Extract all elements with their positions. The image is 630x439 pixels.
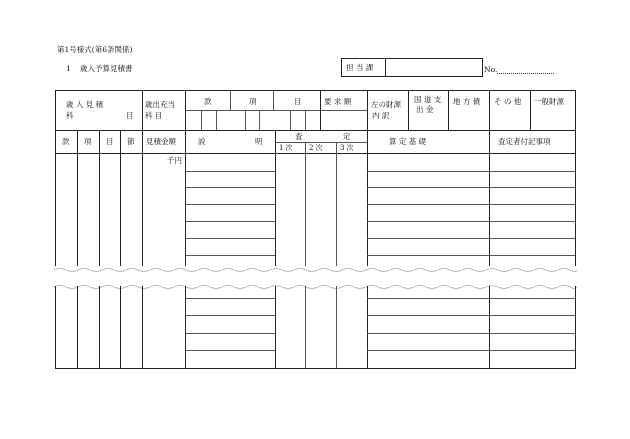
detail-moku-label: 目 — [106, 137, 114, 146]
mitsumori-kingaku-label: 見積金額 — [146, 137, 176, 146]
detail-ko-label: 項 — [84, 137, 92, 146]
kan-label: 款 — [204, 97, 212, 106]
chihousai-label: 地 方 債 — [453, 97, 481, 106]
tanto-label: 担 当 課 — [346, 63, 374, 72]
form-title-number: 1 — [66, 64, 71, 73]
sainyu-mitsumori-label: 歳 入 見 積 — [66, 100, 104, 109]
sanji-label: 3 次 — [340, 144, 354, 152]
detail-kan-label: 款 — [62, 137, 70, 146]
ichiji-label: 1 次 — [279, 144, 293, 152]
moku-label: 目 — [126, 111, 134, 120]
saishutsu-kamoku-label: 科 目 — [145, 111, 163, 120]
satei-label-2: 定 — [343, 132, 351, 141]
detail-setsu-label: 節 — [127, 137, 135, 146]
setsumei-label-2: 明 — [255, 137, 263, 146]
form-title: 歳入予算見積書 — [80, 64, 133, 73]
tanto-box — [341, 58, 483, 77]
kokudo-shishutsu-label-2: 出 金 — [416, 105, 434, 114]
santei-kiso-label: 算 定 基 礎 — [389, 137, 427, 146]
number-label: No. — [484, 65, 498, 74]
setsumei-label-1: 説 — [198, 137, 206, 146]
hidari-zaigen-label: 左の財源 — [371, 100, 401, 109]
niji-label: 2 次 — [309, 144, 323, 152]
unit-label: 千円 — [167, 156, 182, 165]
sateisha-fuki-label: 査定者付記事項 — [498, 137, 551, 146]
moku2-label: 目 — [294, 97, 302, 106]
sonota-label: そ の 他 — [494, 97, 522, 106]
ippan-zaigen-label: 一般財源 — [534, 97, 564, 106]
uchiwake-label: 内 訳 — [372, 111, 390, 120]
number-field[interactable] — [497, 73, 554, 74]
tanto-input[interactable] — [387, 60, 481, 75]
yokyugaku-label: 要 求 額 — [324, 97, 352, 106]
form-id-label: 第1号様式(第6条関係) — [57, 45, 133, 54]
saishutsu-juto-label: 歳出充当 — [145, 100, 175, 109]
ko-label: 項 — [249, 97, 257, 106]
page-break-gap — [54, 266, 577, 292]
kamoku-label: 科 — [66, 111, 74, 120]
satei-label-1: 査 — [295, 132, 303, 141]
kokudo-shishutsu-label-1: 国 道 支 — [414, 95, 442, 104]
